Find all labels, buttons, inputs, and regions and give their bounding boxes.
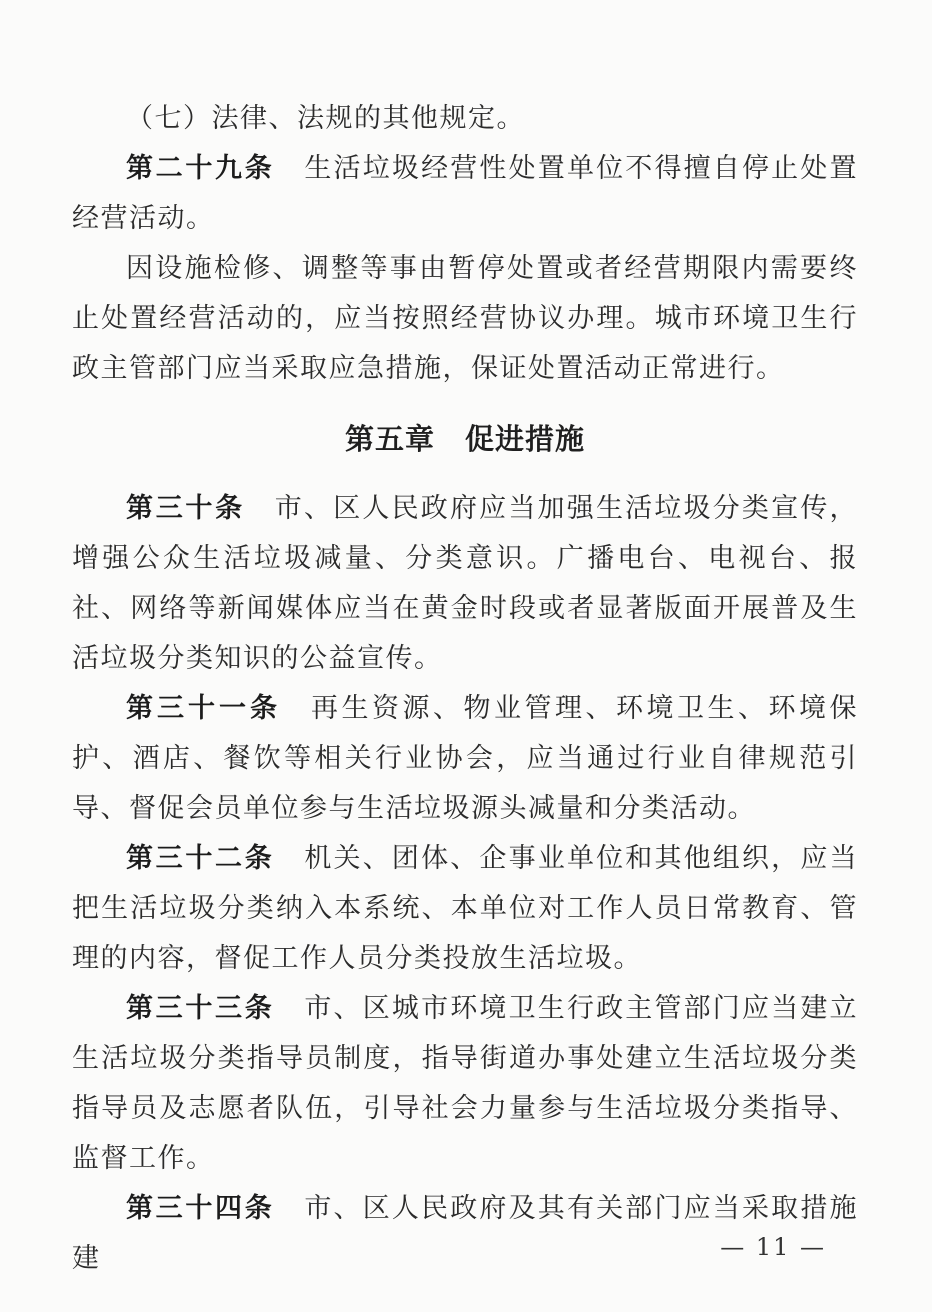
document-body [72,94,858,1284]
article-29 [72,144,858,244]
article-34-heading: 第三十四条 [126,1193,275,1224]
chapter-heading [72,408,858,470]
article-29-paragraph-2 [72,244,858,394]
article-32-heading: 第三十二条 [126,843,275,874]
chapter-title: 促进措施 [465,422,586,456]
article-34-text: 市、区人民政府及其有关部门应当采取措施建 [72,1193,859,1274]
clause-item-7-text: （七）法律、法规的其他规定。 [126,103,525,134]
article-33-text: 市、区城市环境卫生行政主管部门应当建立生活垃圾分类指导员制度，指导街道办事处建立生活垃圾分类指导员及志愿者队伍，引导社会力量参与生活垃圾分类指导、监督工作。 [72,993,859,1174]
article-33 [72,984,858,1184]
article-31 [72,684,858,834]
page-number: — 11 — [720,1233,826,1261]
article-30-heading: 第三十条 [126,493,245,524]
article-32 [72,834,858,984]
article-30 [72,484,858,684]
chapter-number: 第五章 [344,422,435,456]
article-29-paragraph-2-text: 因设施检修、调整等事由暂停处置或者经营期限内需要终止处置经营活动的，应当按照经营协议办理。城市环境卫生行政主管部门应当采取应急措施，保证处置活动正常进行。 [72,253,858,384]
article-33-heading: 第三十三条 [126,993,275,1024]
clause-item-7 [72,94,858,144]
article-30-text: 市、区人民政府应当加强生活垃圾分类宣传，增强公众生活垃圾减量、分类意识。广播电台、电视台、报社、网络等新闻媒体应当在黄金时段或者显著版面开展普及生活垃圾分类知识的公益宣传。 [72,493,859,674]
article-29-text: 生活垃圾经营性处置单位不得擅自停止处置经营活动。 [72,153,859,234]
article-31-text: 再生资源、物业管理、环境卫生、环境保护、酒店、餐饮等相关行业协会，应当通过行业自律规范引导、督促会员单位参与生活垃圾源头减量和分类活动。 [72,693,858,824]
article-31-heading: 第三十一条 [126,693,281,724]
article-29-heading: 第二十九条 [126,153,275,184]
article-32-text: 机关、团体、企事业单位和其他组织，应当把生活垃圾分类纳入本系统、本单位对工作人员日常教育、管理的内容，督促工作人员分类投放生活垃圾。 [72,843,859,974]
